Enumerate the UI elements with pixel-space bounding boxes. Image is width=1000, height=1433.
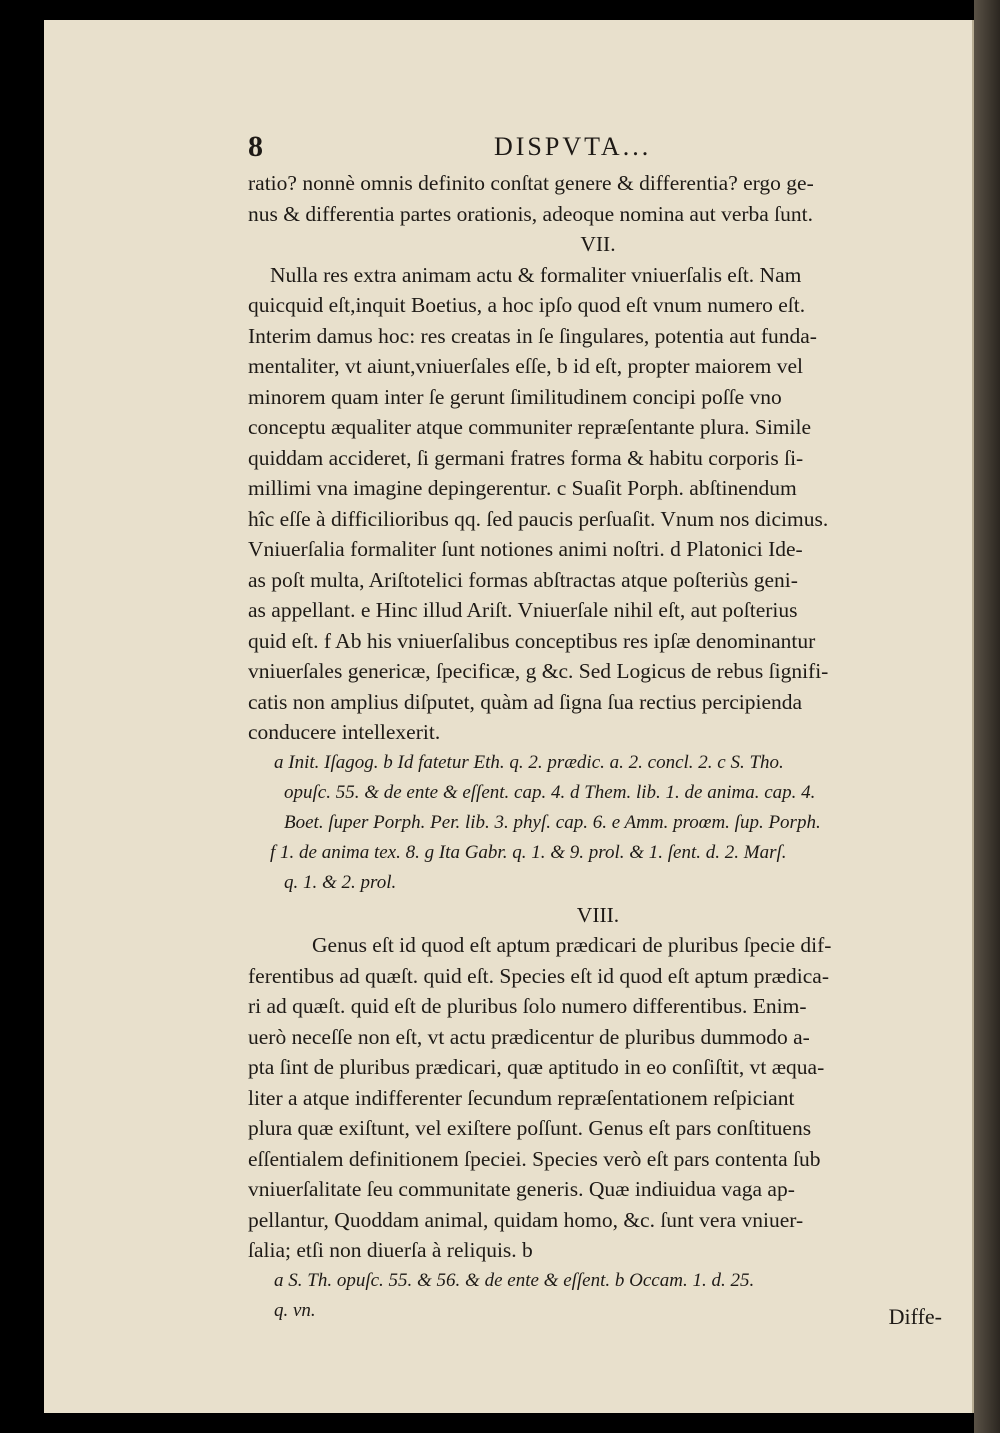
text-line: as appellant. e Hinc illud Ariſt. Vniuerſale nihil eſt, aut poſterius [248,598,798,622]
footnote-line: Boet. ſuper Porph. Per. lib. 3. phyſ. cap. 6. e Amm. proœm. ſup. Porph. [284,811,821,833]
text-line: millimi vna imagine depingerentur. c Suaſit Porph. abſtinendum [248,476,797,500]
text-line: mentaliter, vt aiunt,vniuerſales eſſe, b id eſt, propter maiorem vel [248,354,803,378]
text-line: pta ſint de pluribus prædicari, quæ aptitudo in eo conſiſtit, vt æqua- [248,1055,825,1079]
text-line: quid eſt. f Ab his vniuerſalibus conceptibus res ipſæ denominantur [248,628,816,653]
text-line: ſalia; etſi non diuerſa à reliquis. b [248,1238,533,1262]
section-heading: VII. [580,232,616,256]
text-line: Interim damus hoc: res creatas in ſe ſingulares, potentia aut funda- [248,323,817,348]
footnote-line: a S. Th. opuſc. 55. & 56. & de ente & eſſent. b Occam. 1. d. 25. [274,1269,755,1291]
page-text [248,168,948,1326]
text-line: ratio? nonnè omnis definito conſtat genere & differentia? ergo ge- [248,171,814,195]
text-line: conducere intellexerit. [248,720,441,744]
text-line: vniuerſalitate ſeu communitate generis. Quæ indiuidua vaga ap- [248,1177,795,1201]
text-line: conceptu æqualiter atque communiter repræſentante plura. Simile [248,415,811,439]
text-line: Vniuerſalia formaliter ſunt notiones animi noſtri. d Platonici Ide- [248,537,803,561]
book-binding [974,0,1000,1433]
text-line: quiddam accideret, ſi germani fratres forma & habitu corporis ſi- [248,445,804,470]
text-line: uerò neceſſe non eſt, vt actu prædicentur de pluribus dummodo a- [248,1024,810,1049]
catchword: Diffe- [888,1304,942,1329]
page-header [248,130,948,170]
footnote-line: q. 1. & 2. prol. [284,871,397,893]
footnote-line: opuſc. 55. & de ente & eſſent. cap. 4. d Them. lib. 1. de anima. cap. 4. [284,781,816,803]
text-line: catis non amplius diſputet, quàm ad ſigna ſua rectius percipienda [248,689,803,714]
text-line: plura quæ exiſtunt, vel exiſtere poſſunt. Genus eſt pars conſtituens [248,1116,812,1140]
text-line: minorem quam inter ſe gerunt ſimilitudinem concipi poſſe vno [248,384,782,409]
section-heading: VIII. [576,902,620,927]
text-line: pellantur, Quoddam animal, quidam homo, &c. ſunt vera vniuer- [248,1207,804,1232]
page-number: 8 [248,130,263,163]
text-line: vniuerſales genericæ, ſpecificæ, g &c. Sed Logicus de rebus ſignifi- [248,659,829,683]
footnote-line: q. vn. [274,1299,316,1321]
text-line: ri ad quæſt. quid eſt de pluribus ſolo numero differentibus. Enim- [248,994,807,1018]
text-line: liter a atque indifferenter ſecundum repræſentationem reſpiciant [248,1085,795,1110]
footnote-line: a Init. Iſagog. b Id fatetur Eth. q. 2. prædic. a. 2. concl. 2. c S. Tho. [274,751,784,773]
footnote-line: f 1. de anima tex. 8. g Ita Gabr. q. 1. & 9. prol. & 1. ſent. d. 2. Marſ. [270,841,787,863]
text-line: ferentibus ad quæſt. quid eſt. Species eſt id quod eſt aptum prædica- [248,963,829,988]
text-line: Genus eſt id quod eſt aptum prædicari de pluribus ſpecie dif- [312,933,832,957]
text-line: hîc eſſe à difficilioribus qq. ſed paucis perſuaſit. Vnum nos dicimus. [248,506,829,531]
text-line: Nulla res extra animam actu & formaliter vniuerſalis eſt. Nam [270,262,802,287]
text-line: quicquid eſt,inquit Boetius, a hoc ipſo quod eſt vnum numero eſt. [248,293,806,317]
text-line: nus & differentia partes orationis, adeoque nomina aut verba ſunt. [248,201,814,226]
running-head: DISPVTA... [494,132,652,161]
text-line: as poſt multa, Ariſtotelici formas abſtractas atque poſteriùs geni- [248,567,798,592]
text-line: eſſentialem definitionem ſpeciei. Species verò eſt pars contenta ſub [248,1146,821,1171]
